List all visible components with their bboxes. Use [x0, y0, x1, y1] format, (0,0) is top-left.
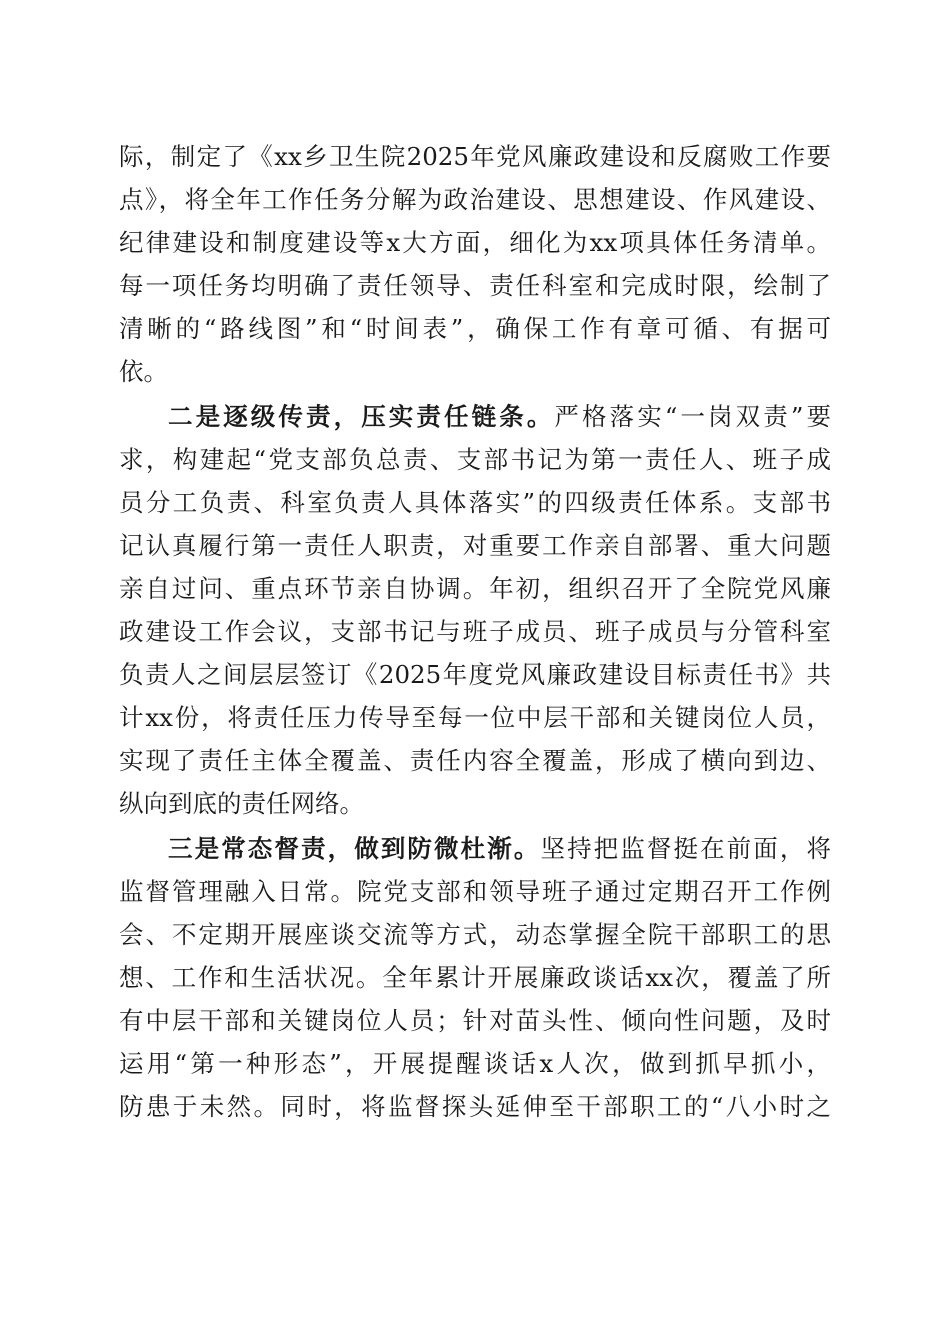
text-line: 想、工作和生活状况。全年累计开展廉政谈话xx次，覆盖了所 [119, 963, 831, 992]
text-line: 计xx份，将责任压力传导至每一位中层干部和关键岗位人员， [119, 703, 831, 732]
text-line: 监督管理融入日常。院党支部和领导班子通过定期召开工作例 [119, 877, 831, 906]
text-line: 记认真履行第一责任人职责，对重要工作亲自部署、重大问题 [119, 531, 831, 560]
text-line: 会、不定期开展座谈交流等方式，动态掌握全院干部职工的思 [119, 920, 831, 949]
text-line: 政建设工作会议，支部书记与班子成员、班子成员与分管科室 [119, 617, 831, 646]
text-line: 实现了责任主体全覆盖、责任内容全覆盖，形成了横向到边、 [119, 746, 831, 775]
text-line: 点》，将全年工作任务分解为政治建设、思想建设、作风建设、 [119, 185, 831, 214]
paragraph-2 [119, 395, 831, 825]
paragraph-lead-heading: 二是逐级传责，压实责任链条。 [168, 402, 555, 431]
text-line: 纪律建设和制度建设等x大方面，细化为xx项具体任务清单。 [119, 228, 831, 257]
text-line: 际，制定了《xx乡卫生院2025年党风廉政建设和反腐败工作要 [119, 142, 831, 171]
text-line: 依。 [119, 357, 168, 386]
paragraph-first-line [119, 827, 831, 870]
paragraph-3 [119, 827, 831, 1128]
paragraph-lead-text: 严格落实“一岗双责”要 [554, 402, 831, 431]
text-line: 负责人之间层层签订《2025年度党风廉政建设目标责任书》共 [119, 660, 831, 689]
paragraph-1 [119, 135, 831, 393]
paragraph-lead-text: 坚持把监督挺在前面，将 [540, 834, 832, 863]
paragraph-first-line [119, 395, 831, 438]
text-line: 员分工负责、科室负责人具体落实”的四级责任体系。支部书 [119, 488, 831, 517]
text-line: 有中层干部和关键岗位人员；针对苗头性、倾向性问题，及时 [119, 1006, 831, 1035]
text-line: 纵向到底的责任网络。 [119, 789, 364, 818]
text-line: 每一项任务均明确了责任领导、责任科室和完成时限，绘制了 [119, 271, 831, 300]
paragraph-lead-heading: 三是常态督责，做到防微杜渐。 [168, 834, 541, 863]
document-body [119, 135, 831, 1128]
text-line: 清晰的“路线图”和“时间表”，确保工作有章可循、有据可 [119, 314, 831, 343]
text-line: 运用“第一种形态”，开展提醒谈话x人次，做到抓早抓小， [119, 1049, 831, 1078]
text-line: 防患于未然。同时，将监督探头延伸至干部职工的“八小时之 [119, 1092, 831, 1121]
text-line: 求，构建起“党支部负总责、支部书记为第一责任人、班子成 [119, 445, 831, 474]
text-line: 亲自过问、重点环节亲自协调。年初，组织召开了全院党风廉 [119, 574, 831, 603]
